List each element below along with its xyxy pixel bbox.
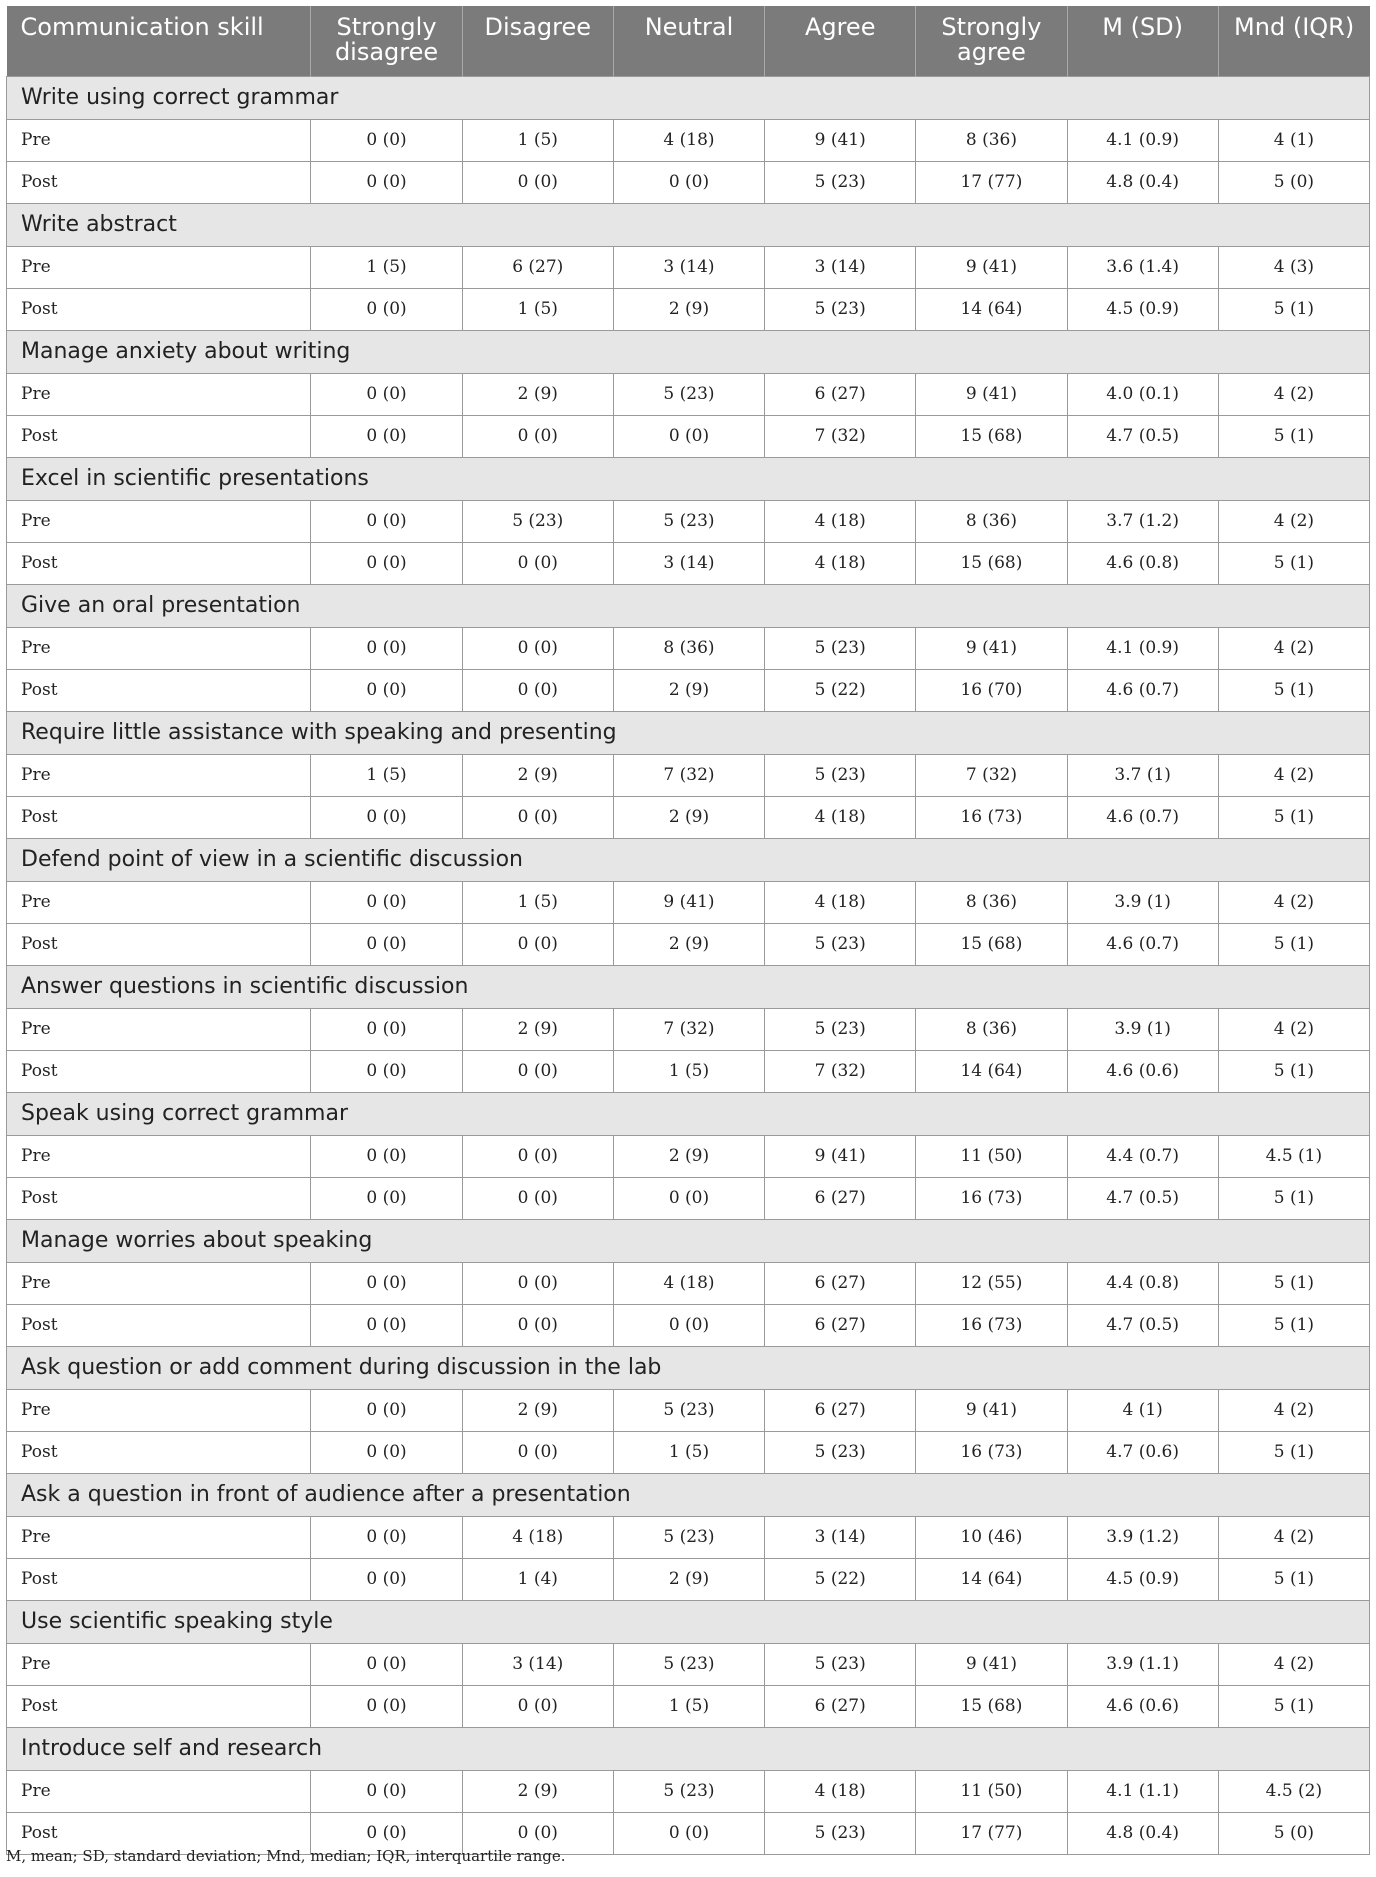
table-cell: 0 (0) bbox=[311, 542, 462, 584]
table-cell: 5 (23) bbox=[613, 1643, 764, 1685]
table-cell: 16 (73) bbox=[916, 1304, 1067, 1346]
group-label: Answer questions in scientific discussion bbox=[7, 965, 1370, 1008]
table-cell: 2 (9) bbox=[613, 796, 764, 838]
table-cell: 5 (0) bbox=[1218, 161, 1369, 203]
table-cell: 6 (27) bbox=[462, 246, 613, 288]
row-label: Pre bbox=[7, 1262, 311, 1304]
table-cell: 0 (0) bbox=[462, 1262, 613, 1304]
group-row bbox=[7, 1600, 1370, 1643]
group-label: Write abstract bbox=[7, 203, 1370, 246]
table-cell: 5 (1) bbox=[1218, 1050, 1369, 1092]
table-row bbox=[7, 246, 1370, 288]
table-cell: 0 (0) bbox=[462, 1135, 613, 1177]
row-label: Post bbox=[7, 1685, 311, 1727]
table-cell: 3 (14) bbox=[765, 1516, 916, 1558]
table-cell: 4.4 (0.7) bbox=[1067, 1135, 1218, 1177]
table-row bbox=[7, 1177, 1370, 1219]
table-cell: 14 (64) bbox=[916, 1558, 1067, 1600]
table-cell: 0 (0) bbox=[311, 1685, 462, 1727]
table-cell: 4 (18) bbox=[765, 796, 916, 838]
table-cell: 4.6 (0.6) bbox=[1067, 1050, 1218, 1092]
row-label: Pre bbox=[7, 881, 311, 923]
table-cell: 0 (0) bbox=[311, 1431, 462, 1473]
results-table-container bbox=[6, 6, 1370, 1855]
table-cell: 2 (9) bbox=[613, 923, 764, 965]
table-cell: 5 (23) bbox=[613, 373, 764, 415]
table-cell: 0 (0) bbox=[311, 500, 462, 542]
table-cell: 4.5 (0.9) bbox=[1067, 1558, 1218, 1600]
table-cell: 8 (36) bbox=[916, 1008, 1067, 1050]
column-header-strongly-disagree: Strongly disagree bbox=[311, 6, 462, 76]
table-cell: 3.9 (1) bbox=[1067, 881, 1218, 923]
table-cell: 0 (0) bbox=[311, 1008, 462, 1050]
table-cell: 6 (27) bbox=[765, 1262, 916, 1304]
table-row bbox=[7, 119, 1370, 161]
table-cell: 1 (5) bbox=[311, 246, 462, 288]
table-cell: 4.6 (0.6) bbox=[1067, 1685, 1218, 1727]
table-cell: 0 (0) bbox=[462, 1431, 613, 1473]
table-cell: 16 (70) bbox=[916, 669, 1067, 711]
table-cell: 0 (0) bbox=[613, 161, 764, 203]
table-cell: 5 (23) bbox=[613, 1770, 764, 1812]
table-body bbox=[7, 76, 1370, 1854]
table-cell: 0 (0) bbox=[311, 1770, 462, 1812]
table-cell: 0 (0) bbox=[462, 161, 613, 203]
table-row bbox=[7, 1558, 1370, 1600]
table-cell: 3 (14) bbox=[765, 246, 916, 288]
table-cell: 2 (9) bbox=[462, 373, 613, 415]
group-label: Give an oral presentation bbox=[7, 584, 1370, 627]
table-cell: 4 (2) bbox=[1218, 754, 1369, 796]
table-cell: 0 (0) bbox=[311, 627, 462, 669]
group-row bbox=[7, 1219, 1370, 1262]
table-cell: 4.6 (0.8) bbox=[1067, 542, 1218, 584]
table-cell: 9 (41) bbox=[916, 627, 1067, 669]
table-row bbox=[7, 1135, 1370, 1177]
table-cell: 5 (23) bbox=[765, 1431, 916, 1473]
table-row bbox=[7, 1643, 1370, 1685]
table-cell: 5 (23) bbox=[462, 500, 613, 542]
table-row bbox=[7, 1431, 1370, 1473]
table-cell: 4.1 (1.1) bbox=[1067, 1770, 1218, 1812]
row-label: Post bbox=[7, 415, 311, 457]
table-cell: 0 (0) bbox=[311, 415, 462, 457]
table-cell: 1 (5) bbox=[613, 1685, 764, 1727]
group-label: Excel in scientific presentations bbox=[7, 457, 1370, 500]
table-cell: 9 (41) bbox=[916, 246, 1067, 288]
table-cell: 4 (2) bbox=[1218, 500, 1369, 542]
row-label: Pre bbox=[7, 1008, 311, 1050]
table-cell: 2 (9) bbox=[613, 288, 764, 330]
table-cell: 5 (23) bbox=[765, 754, 916, 796]
table-cell: 7 (32) bbox=[916, 754, 1067, 796]
row-label: Pre bbox=[7, 500, 311, 542]
group-label: Manage worries about speaking bbox=[7, 1219, 1370, 1262]
table-footnote: M, mean; SD, standard deviation; Mnd, median; IQR, interquartile range. bbox=[6, 1847, 566, 1865]
column-header-mean-sd: M (SD) bbox=[1067, 6, 1218, 76]
row-label: Pre bbox=[7, 754, 311, 796]
table-cell: 1 (5) bbox=[613, 1050, 764, 1092]
table-cell: 1 (5) bbox=[462, 119, 613, 161]
table-cell: 5 (1) bbox=[1218, 669, 1369, 711]
table-cell: 0 (0) bbox=[462, 1050, 613, 1092]
table-cell: 2 (9) bbox=[613, 669, 764, 711]
table-cell: 5 (1) bbox=[1218, 1177, 1369, 1219]
group-row bbox=[7, 1092, 1370, 1135]
table-cell: 0 (0) bbox=[311, 669, 462, 711]
row-label: Post bbox=[7, 161, 311, 203]
table-cell: 1 (5) bbox=[462, 881, 613, 923]
table-cell: 4 (2) bbox=[1218, 1008, 1369, 1050]
table-cell: 9 (41) bbox=[765, 1135, 916, 1177]
row-label: Post bbox=[7, 923, 311, 965]
table-row bbox=[7, 1685, 1370, 1727]
table-row bbox=[7, 796, 1370, 838]
table-cell: 5 (1) bbox=[1218, 542, 1369, 584]
row-label: Pre bbox=[7, 119, 311, 161]
table-cell: 0 (0) bbox=[462, 796, 613, 838]
table-row bbox=[7, 1516, 1370, 1558]
group-row bbox=[7, 584, 1370, 627]
row-label: Post bbox=[7, 542, 311, 584]
table-cell: 3.6 (1.4) bbox=[1067, 246, 1218, 288]
table-cell: 4.1 (0.9) bbox=[1067, 119, 1218, 161]
table-cell: 0 (0) bbox=[462, 1304, 613, 1346]
table-cell: 4.6 (0.7) bbox=[1067, 669, 1218, 711]
table-cell: 0 (0) bbox=[311, 1558, 462, 1600]
row-label: Post bbox=[7, 288, 311, 330]
table-row bbox=[7, 1050, 1370, 1092]
table-cell: 5 (22) bbox=[765, 669, 916, 711]
table-cell: 8 (36) bbox=[916, 881, 1067, 923]
table-row bbox=[7, 1008, 1370, 1050]
table-cell: 4 (18) bbox=[765, 1770, 916, 1812]
table-cell: 4.5 (0.9) bbox=[1067, 288, 1218, 330]
table-cell: 4.6 (0.7) bbox=[1067, 923, 1218, 965]
table-cell: 1 (4) bbox=[462, 1558, 613, 1600]
table-cell: 0 (0) bbox=[613, 1812, 764, 1854]
table-cell: 16 (73) bbox=[916, 796, 1067, 838]
table-row bbox=[7, 415, 1370, 457]
table-row bbox=[7, 923, 1370, 965]
group-label: Ask question or add comment during discussion in the lab bbox=[7, 1346, 1370, 1389]
table-cell: 0 (0) bbox=[462, 923, 613, 965]
table-cell: 6 (27) bbox=[765, 1389, 916, 1431]
column-header-disagree: Disagree bbox=[462, 6, 613, 76]
group-label: Use scientific speaking style bbox=[7, 1600, 1370, 1643]
table-cell: 4 (1) bbox=[1067, 1389, 1218, 1431]
table-cell: 3 (14) bbox=[613, 542, 764, 584]
table-cell: 9 (41) bbox=[613, 881, 764, 923]
table-cell: 14 (64) bbox=[916, 1050, 1067, 1092]
row-label: Pre bbox=[7, 1516, 311, 1558]
table-cell: 0 (0) bbox=[311, 373, 462, 415]
table-cell: 1 (5) bbox=[613, 1431, 764, 1473]
table-cell: 7 (32) bbox=[765, 1050, 916, 1092]
table-cell: 7 (32) bbox=[613, 1008, 764, 1050]
table-cell: 0 (0) bbox=[613, 1177, 764, 1219]
group-label: Defend point of view in a scientific discussion bbox=[7, 838, 1370, 881]
table-cell: 3 (14) bbox=[462, 1643, 613, 1685]
row-label: Pre bbox=[7, 1770, 311, 1812]
row-label: Pre bbox=[7, 1643, 311, 1685]
column-header-strongly-agree: Strongly agree bbox=[916, 6, 1067, 76]
table-row bbox=[7, 1304, 1370, 1346]
group-label: Require little assistance with speaking and presenting bbox=[7, 711, 1370, 754]
table-cell: 8 (36) bbox=[916, 119, 1067, 161]
table-cell: 4 (2) bbox=[1218, 373, 1369, 415]
row-label: Post bbox=[7, 669, 311, 711]
table-cell: 5 (23) bbox=[765, 627, 916, 669]
table-header bbox=[7, 6, 1370, 76]
table-cell: 11 (50) bbox=[916, 1135, 1067, 1177]
table-row bbox=[7, 542, 1370, 584]
table-cell: 11 (50) bbox=[916, 1770, 1067, 1812]
row-label: Post bbox=[7, 1177, 311, 1219]
table-cell: 4 (1) bbox=[1218, 119, 1369, 161]
table-cell: 4.8 (0.4) bbox=[1067, 1812, 1218, 1854]
table-row bbox=[7, 754, 1370, 796]
table-row bbox=[7, 500, 1370, 542]
table-cell: 9 (41) bbox=[916, 1643, 1067, 1685]
table-cell: 4.5 (2) bbox=[1218, 1770, 1369, 1812]
table-cell: 0 (0) bbox=[311, 1262, 462, 1304]
table-cell: 17 (77) bbox=[916, 161, 1067, 203]
table-cell: 12 (55) bbox=[916, 1262, 1067, 1304]
table-cell: 0 (0) bbox=[613, 415, 764, 457]
table-cell: 4 (18) bbox=[613, 1262, 764, 1304]
table-cell: 4.7 (0.6) bbox=[1067, 1431, 1218, 1473]
group-row bbox=[7, 457, 1370, 500]
table-row bbox=[7, 1389, 1370, 1431]
table-cell: 0 (0) bbox=[311, 1177, 462, 1219]
table-cell: 5 (1) bbox=[1218, 1304, 1369, 1346]
table-cell: 5 (23) bbox=[765, 161, 916, 203]
table-cell: 3.7 (1.2) bbox=[1067, 500, 1218, 542]
table-cell: 2 (9) bbox=[462, 754, 613, 796]
table-cell: 4 (18) bbox=[765, 500, 916, 542]
group-row bbox=[7, 1346, 1370, 1389]
table-row bbox=[7, 1262, 1370, 1304]
table-row bbox=[7, 627, 1370, 669]
table-cell: 0 (0) bbox=[311, 881, 462, 923]
table-cell: 1 (5) bbox=[462, 288, 613, 330]
table-cell: 4.4 (0.8) bbox=[1067, 1262, 1218, 1304]
table-cell: 2 (9) bbox=[462, 1770, 613, 1812]
table-cell: 5 (23) bbox=[765, 1643, 916, 1685]
table-cell: 4 (2) bbox=[1218, 1516, 1369, 1558]
table-row bbox=[7, 669, 1370, 711]
group-label: Speak using correct grammar bbox=[7, 1092, 1370, 1135]
group-row bbox=[7, 330, 1370, 373]
table-cell: 15 (68) bbox=[916, 415, 1067, 457]
table-cell: 4 (18) bbox=[462, 1516, 613, 1558]
group-row bbox=[7, 1473, 1370, 1516]
group-row bbox=[7, 1727, 1370, 1770]
table-cell: 5 (1) bbox=[1218, 1685, 1369, 1727]
table-cell: 0 (0) bbox=[311, 1050, 462, 1092]
table-cell: 4.7 (0.5) bbox=[1067, 1304, 1218, 1346]
table-cell: 5 (23) bbox=[765, 1008, 916, 1050]
table-cell: 4 (2) bbox=[1218, 1389, 1369, 1431]
table-cell: 5 (23) bbox=[765, 288, 916, 330]
table-cell: 5 (23) bbox=[613, 500, 764, 542]
group-row bbox=[7, 203, 1370, 246]
table-cell: 5 (22) bbox=[765, 1558, 916, 1600]
group-label: Ask a question in front of audience after a presentation bbox=[7, 1473, 1370, 1516]
table-cell: 5 (0) bbox=[1218, 1812, 1369, 1854]
table-cell: 16 (73) bbox=[916, 1177, 1067, 1219]
table-cell: 0 (0) bbox=[462, 542, 613, 584]
group-label: Manage anxiety about writing bbox=[7, 330, 1370, 373]
table-cell: 4.5 (1) bbox=[1218, 1135, 1369, 1177]
table-cell: 15 (68) bbox=[916, 542, 1067, 584]
table-cell: 5 (23) bbox=[765, 1812, 916, 1854]
table-cell: 5 (1) bbox=[1218, 1431, 1369, 1473]
table-cell: 17 (77) bbox=[916, 1812, 1067, 1854]
table-cell: 2 (9) bbox=[462, 1389, 613, 1431]
table-cell: 0 (0) bbox=[462, 1812, 613, 1854]
table-cell: 4.7 (0.5) bbox=[1067, 1177, 1218, 1219]
table-cell: 4.0 (0.1) bbox=[1067, 373, 1218, 415]
table-cell: 3.9 (1.2) bbox=[1067, 1516, 1218, 1558]
table-cell: 3.9 (1.1) bbox=[1067, 1643, 1218, 1685]
table-cell: 4.8 (0.4) bbox=[1067, 161, 1218, 203]
table-cell: 4 (2) bbox=[1218, 1643, 1369, 1685]
table-cell: 7 (32) bbox=[613, 754, 764, 796]
row-label: Pre bbox=[7, 373, 311, 415]
row-label: Post bbox=[7, 1304, 311, 1346]
table-cell: 0 (0) bbox=[311, 161, 462, 203]
header-row bbox=[7, 6, 1370, 76]
table-cell: 6 (27) bbox=[765, 1304, 916, 1346]
table-cell: 4 (2) bbox=[1218, 627, 1369, 669]
table-cell: 8 (36) bbox=[916, 500, 1067, 542]
table-cell: 15 (68) bbox=[916, 923, 1067, 965]
table-cell: 5 (23) bbox=[613, 1389, 764, 1431]
group-row bbox=[7, 965, 1370, 1008]
table-cell: 3.9 (1) bbox=[1067, 1008, 1218, 1050]
table-cell: 5 (1) bbox=[1218, 288, 1369, 330]
table-cell: 4 (18) bbox=[765, 881, 916, 923]
column-header-neutral: Neutral bbox=[613, 6, 764, 76]
table-row bbox=[7, 1770, 1370, 1812]
table-cell: 0 (0) bbox=[462, 415, 613, 457]
table-cell: 0 (0) bbox=[462, 1177, 613, 1219]
table-cell: 2 (9) bbox=[613, 1558, 764, 1600]
table-cell: 0 (0) bbox=[311, 923, 462, 965]
table-cell: 6 (27) bbox=[765, 373, 916, 415]
table-cell: 9 (41) bbox=[916, 373, 1067, 415]
table-cell: 9 (41) bbox=[765, 119, 916, 161]
table-cell: 5 (1) bbox=[1218, 1262, 1369, 1304]
group-row bbox=[7, 76, 1370, 119]
table-cell: 0 (0) bbox=[311, 1389, 462, 1431]
table-cell: 3.7 (1) bbox=[1067, 754, 1218, 796]
table-cell: 0 (0) bbox=[311, 1304, 462, 1346]
table-cell: 5 (23) bbox=[613, 1516, 764, 1558]
table-cell: 0 (0) bbox=[311, 288, 462, 330]
table-cell: 0 (0) bbox=[462, 627, 613, 669]
table-row bbox=[7, 881, 1370, 923]
table-cell: 0 (0) bbox=[311, 1135, 462, 1177]
table-cell: 5 (23) bbox=[765, 923, 916, 965]
table-cell: 5 (1) bbox=[1218, 796, 1369, 838]
row-label: Post bbox=[7, 1558, 311, 1600]
table-row bbox=[7, 373, 1370, 415]
table-cell: 4.7 (0.5) bbox=[1067, 415, 1218, 457]
table-cell: 6 (27) bbox=[765, 1685, 916, 1727]
group-row bbox=[7, 838, 1370, 881]
table-cell: 0 (0) bbox=[311, 1516, 462, 1558]
row-label: Post bbox=[7, 796, 311, 838]
table-cell: 5 (1) bbox=[1218, 1558, 1369, 1600]
row-label: Post bbox=[7, 1812, 311, 1854]
table-cell: 0 (0) bbox=[462, 669, 613, 711]
table-cell: 2 (9) bbox=[462, 1008, 613, 1050]
group-row bbox=[7, 711, 1370, 754]
table-cell: 2 (9) bbox=[613, 1135, 764, 1177]
table-cell: 4.1 (0.9) bbox=[1067, 627, 1218, 669]
table-cell: 4.6 (0.7) bbox=[1067, 796, 1218, 838]
table-row bbox=[7, 161, 1370, 203]
table-cell: 0 (0) bbox=[311, 1643, 462, 1685]
table-cell: 4 (18) bbox=[613, 119, 764, 161]
table-cell: 5 (1) bbox=[1218, 923, 1369, 965]
row-label: Post bbox=[7, 1431, 311, 1473]
table-cell: 1 (5) bbox=[311, 754, 462, 796]
table-cell: 0 (0) bbox=[462, 1685, 613, 1727]
table-cell: 10 (46) bbox=[916, 1516, 1067, 1558]
row-label: Pre bbox=[7, 246, 311, 288]
table-cell: 3 (14) bbox=[613, 246, 764, 288]
table-cell: 5 (1) bbox=[1218, 415, 1369, 457]
results-table bbox=[6, 6, 1370, 1855]
table-cell: 7 (32) bbox=[765, 415, 916, 457]
table-cell: 4 (3) bbox=[1218, 246, 1369, 288]
column-header-communication-skill: Communication skill bbox=[7, 6, 311, 76]
table-cell: 8 (36) bbox=[613, 627, 764, 669]
column-header-median-iqr: Mnd (IQR) bbox=[1218, 6, 1369, 76]
table-cell: 0 (0) bbox=[311, 119, 462, 161]
row-label: Post bbox=[7, 1050, 311, 1092]
column-header-agree: Agree bbox=[765, 6, 916, 76]
table-cell: 0 (0) bbox=[311, 796, 462, 838]
table-cell: 4 (2) bbox=[1218, 881, 1369, 923]
table-cell: 6 (27) bbox=[765, 1177, 916, 1219]
row-label: Pre bbox=[7, 627, 311, 669]
row-label: Pre bbox=[7, 1135, 311, 1177]
table-cell: 16 (73) bbox=[916, 1431, 1067, 1473]
table-cell: 14 (64) bbox=[916, 288, 1067, 330]
table-cell: 9 (41) bbox=[916, 1389, 1067, 1431]
row-label: Pre bbox=[7, 1389, 311, 1431]
group-label: Write using correct grammar bbox=[7, 76, 1370, 119]
table-cell: 0 (0) bbox=[613, 1304, 764, 1346]
table-cell: 0 (0) bbox=[311, 1812, 462, 1854]
table-row bbox=[7, 288, 1370, 330]
group-label: Introduce self and research bbox=[7, 1727, 1370, 1770]
table-cell: 15 (68) bbox=[916, 1685, 1067, 1727]
table-cell: 4 (18) bbox=[765, 542, 916, 584]
